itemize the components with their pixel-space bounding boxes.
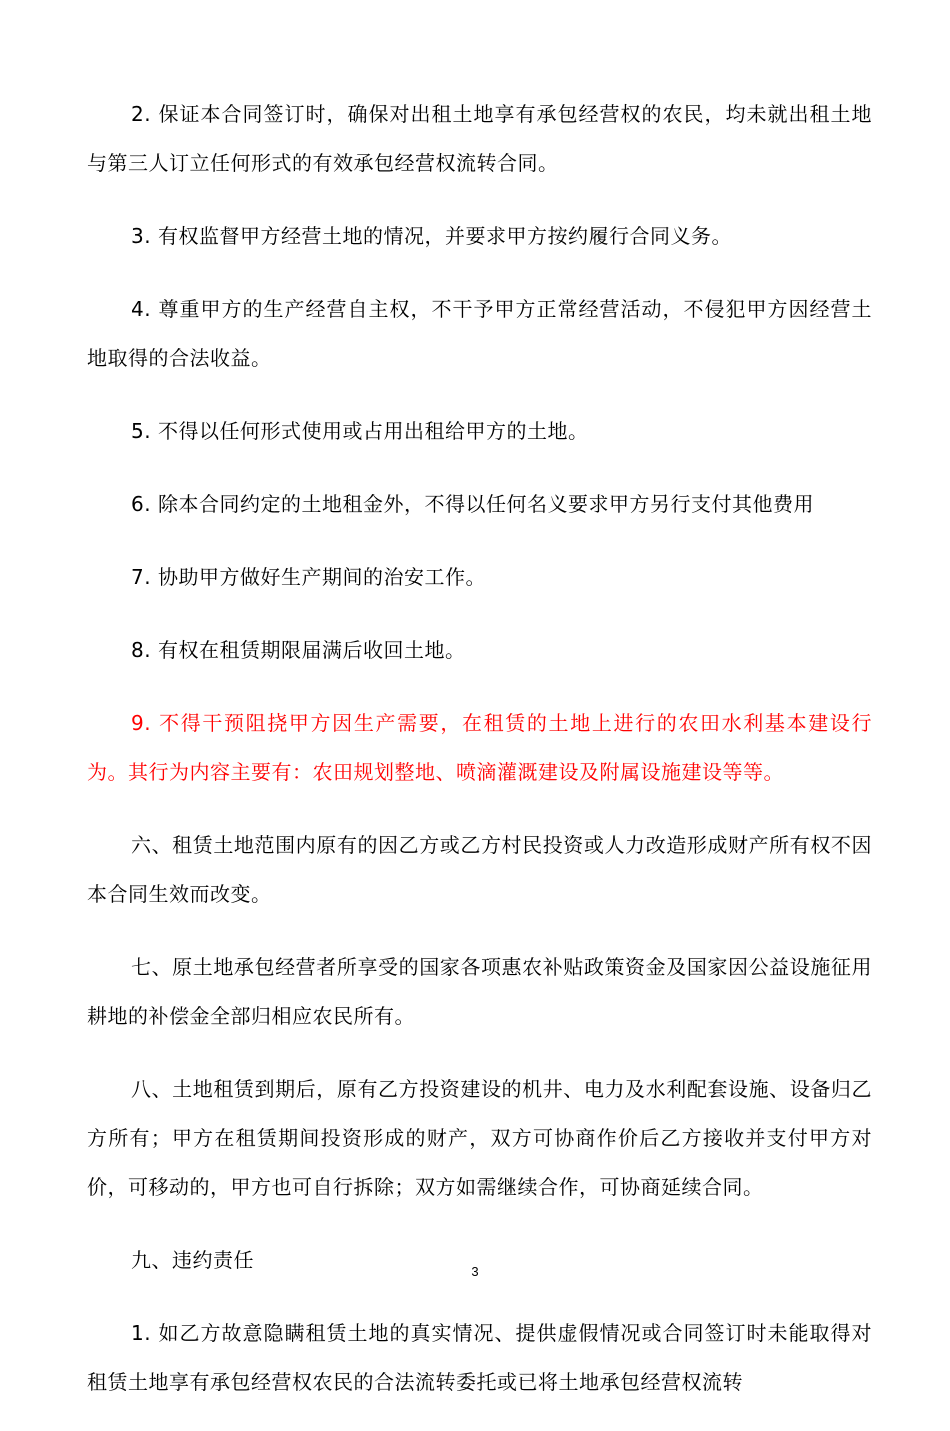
- section-nine-heading: 九、违约责任: [131, 1248, 254, 1272]
- clause-9-highlighted: 9. 不得干预阻挠甲方因生产需要，在租赁的土地上进行的农田水利基本建设行为。其行为内容主要有：农田规划整地、喷滴灌溉建设及附属设施建设等等。: [87, 711, 872, 784]
- clause-3: 3. 有权监督甲方经营土地的情况，并要求甲方按约履行合同义务。: [131, 224, 732, 248]
- clause-5: 5. 不得以任何形式使用或占用出租给甲方的土地。: [131, 419, 589, 443]
- section-nine-clause-1: 1. 如乙方故意隐瞒租赁土地的真实情况、提供虚假情况或合同签订时未能取得对租赁土地享有承包经营权农民的合法流转委托或已将土地承包经营权流转: [87, 1321, 872, 1394]
- clause-4: 4. 尊重甲方的生产经营自主权，不干予甲方正常经营活动，不侵犯甲方因经营土地取得的合法收益。: [87, 297, 872, 370]
- document-body: [87, 90, 872, 1431]
- clause-8: 8. 有权在租赁期限届满后收回土地。: [131, 638, 466, 662]
- page-number: 3: [471, 1264, 479, 1279]
- section-six: 六、租赁土地范围内原有的因乙方或乙方村民投资或人力改造形成财产所有权不因本合同生效而改变。: [87, 833, 872, 906]
- clause-2: 2. 保证本合同签订时，确保对出租土地享有承包经营权的农民，均未就出租土地与第三人订立任何形式的有效承包经营权流转合同。: [87, 102, 872, 175]
- section-eight: 八、土地租赁到期后，原有乙方投资建设的机井、电力及水利配套设施、设备归乙方所有；甲方在租赁期间投资形成的财产，双方可协商作价后乙方接收并支付甲方对价，可移动的，甲方也可自行拆除；双方如需继续合作，可协商延续合同。: [87, 1077, 872, 1199]
- clause-7: 7. 协助甲方做好生产期间的治安工作。: [131, 565, 486, 589]
- clause-6: 6. 除本合同约定的土地租金外，不得以任何名义要求甲方另行支付其他费用: [131, 492, 814, 516]
- section-seven: 七、原土地承包经营者所享受的国家各项惠农补贴政策资金及国家因公益设施征用耕地的补偿金全部归相应农民所有。: [87, 955, 872, 1028]
